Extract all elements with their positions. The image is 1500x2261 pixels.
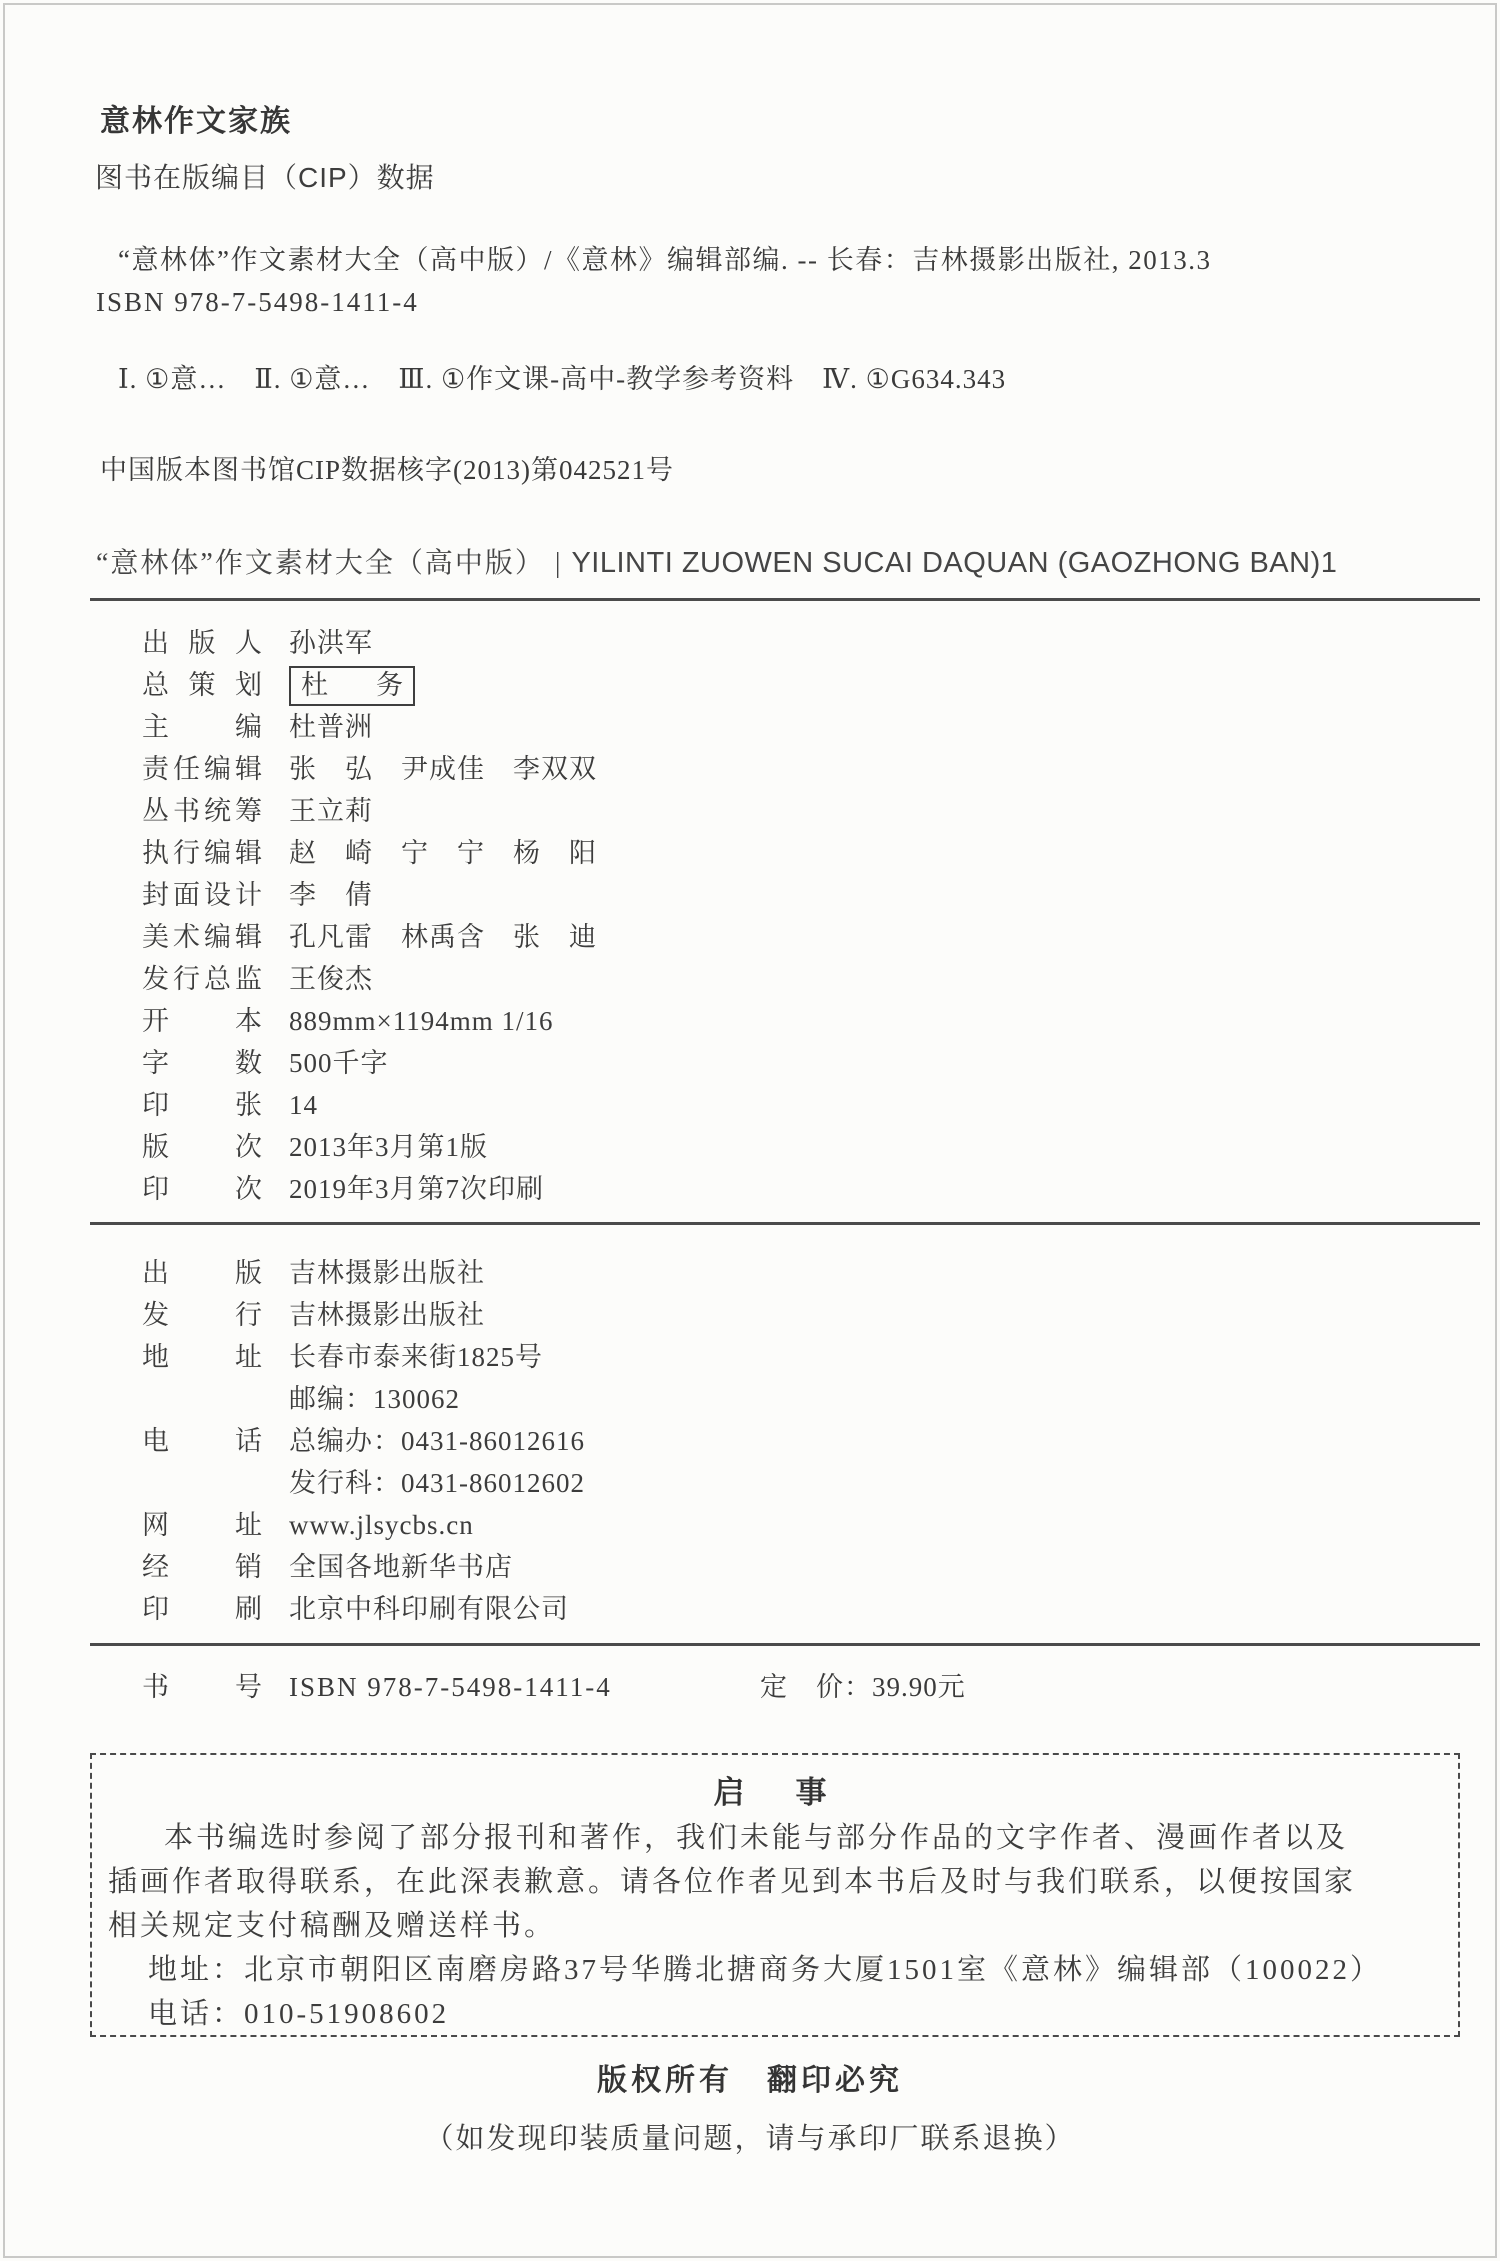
credit-label: 版次 — [142, 1132, 262, 1162]
credit-value: 14 — [289, 1090, 318, 1120]
credit-value: 赵 崎 宁 宁 杨 阳 — [289, 838, 597, 868]
publisher-label: 经销 — [142, 1552, 262, 1582]
credit-row — [142, 1126, 597, 1168]
book-number-row — [142, 1666, 1442, 1708]
publisher-value: 吉林摄影出版社 — [289, 1258, 485, 1288]
credit-label: 字数 — [142, 1048, 262, 1078]
publisher-row — [142, 1378, 585, 1420]
notice-phone-line: 电话：010-51908602 — [148, 1998, 450, 2030]
publisher-row — [142, 1504, 585, 1546]
publisher-value: 邮编：130062 — [289, 1384, 460, 1414]
credit-value: 王俊杰 — [289, 964, 373, 994]
credit-label: 出版人 — [142, 628, 262, 658]
publisher-row — [142, 1462, 585, 1504]
credit-label: 执行编辑 — [142, 838, 262, 868]
publisher-value: 发行科：0431-86012602 — [289, 1468, 585, 1498]
notice-line: 相关规定支付稿酬及赠送样书。 — [108, 1910, 557, 1942]
horizontal-rule-3 — [90, 1643, 1480, 1646]
cip-registration-number: 中国版本图书馆CIP数据核字(2013)第042521号 — [100, 455, 674, 485]
publisher-value: 全国各地新华书店 — [289, 1552, 513, 1582]
credit-value: 李 倩 — [289, 880, 373, 910]
publisher-row — [142, 1588, 585, 1630]
credit-row — [142, 706, 597, 748]
cip-entry-line1: “意林体”作文素材大全（高中版）/《意林》编辑部编. -- 长春：吉林摄影出版社, 2013.3 — [118, 245, 1212, 275]
credit-value: 孙洪军 — [289, 628, 373, 658]
quality-note: （如发现印装质量问题，请与承印厂联系退换） — [424, 2123, 1076, 2155]
publisher-value: 长春市泰来街1825号 — [289, 1342, 543, 1372]
credit-label: 美术编辑 — [142, 922, 262, 952]
credit-row — [142, 664, 597, 706]
book-number-value: ISBN 978-7-5498-1411-4 — [289, 1672, 612, 1702]
credit-label: 丛书统筹 — [142, 796, 262, 826]
credit-label: 印次 — [142, 1174, 262, 1204]
horizontal-rule-1 — [90, 598, 1480, 601]
publisher-label: 出版 — [142, 1258, 262, 1288]
notice-title: 启 事 — [713, 1775, 837, 1810]
title-separator: | — [554, 548, 562, 579]
credit-row — [142, 1084, 597, 1126]
credits-list — [142, 622, 597, 1210]
publisher-list — [142, 1252, 585, 1630]
horizontal-rule-2 — [90, 1222, 1480, 1225]
publisher-value: 北京中科印刷有限公司 — [289, 1594, 569, 1624]
publisher-row — [142, 1336, 585, 1378]
credit-value: 孔凡雷 林禹含 张 迪 — [289, 922, 597, 952]
notice-line: 插画作者取得联系，在此深表歉意。请各位作者见到本书后及时与我们联系，以便按国家 — [108, 1866, 1357, 1898]
credit-label: 发行总监 — [142, 964, 262, 994]
publisher-value: www.jlsycbs.cn — [289, 1510, 474, 1540]
credit-label: 总策划 — [142, 670, 262, 700]
credit-label: 开本 — [142, 1006, 262, 1036]
credit-value: 张 弘 尹成佳 李双双 — [289, 754, 597, 784]
credit-row — [142, 874, 597, 916]
notice-address-line: 地址：北京市朝阳区南磨房路37号华腾北搪商务大厦1501室《意林》编辑部（100022） — [148, 1954, 1383, 1986]
book-title-chinese: “意林体”作文素材大全（高中版） — [96, 548, 545, 579]
publisher-row — [142, 1294, 585, 1336]
credit-row — [142, 1168, 597, 1210]
publisher-label: 网址 — [142, 1510, 262, 1540]
publisher-label: 电话 — [142, 1426, 262, 1456]
publisher-label: 地址 — [142, 1342, 262, 1372]
notice-box — [90, 1753, 1460, 2037]
publisher-value: 吉林摄影出版社 — [289, 1300, 485, 1330]
price: 定 价：39.90元 — [760, 1672, 966, 1702]
credit-value: 杜普洲 — [289, 712, 373, 742]
notice-line: 本书编选时参阅了部分报刊和著作，我们未能与部分作品的文字作者、漫画作者以及 — [164, 1822, 1349, 1854]
credit-row — [142, 916, 597, 958]
credit-value-boxed: 杜 务 — [289, 666, 415, 706]
credit-label: 责任编辑 — [142, 754, 262, 784]
book-title — [96, 541, 1337, 581]
cip-heading: 图书在版编目（CIP）数据 — [95, 162, 435, 193]
publisher-row — [142, 1420, 585, 1462]
credit-row — [142, 790, 597, 832]
credit-value: 500千字 — [289, 1048, 389, 1078]
copyright-statement: 版权所有 翻印必究 — [597, 2064, 903, 2097]
series-title: 意林作文家族 — [100, 105, 292, 138]
publisher-label: 发行 — [142, 1300, 262, 1330]
book-number-label: 书号 — [142, 1672, 262, 1702]
credit-label: 主编 — [142, 712, 262, 742]
publisher-row — [142, 1546, 585, 1588]
publisher-value: 总编办：0431-86012616 — [289, 1426, 585, 1456]
credit-row — [142, 1042, 597, 1084]
credit-value: 2013年3月第1版 — [289, 1132, 488, 1162]
publisher-label: 印刷 — [142, 1594, 262, 1624]
publisher-row — [142, 1252, 585, 1294]
credit-row — [142, 1000, 597, 1042]
credit-label: 封面设计 — [142, 880, 262, 910]
book-title-pinyin: YILINTI ZUOWEN SUCAI DAQUAN (GAOZHONG BAN)1 — [571, 547, 1338, 579]
credit-value: 889mm×1194mm 1/16 — [289, 1006, 554, 1036]
credit-value: 王立莉 — [289, 796, 373, 826]
credit-value: 2019年3月第7次印刷 — [289, 1174, 544, 1204]
credit-label: 印张 — [142, 1090, 262, 1120]
credit-row — [142, 748, 597, 790]
credit-row — [142, 832, 597, 874]
cip-entry-isbn: ISBN 978-7-5498-1411-4 — [96, 287, 419, 317]
credit-row — [142, 622, 597, 664]
cip-classification: Ⅰ. ①意… Ⅱ. ①意… Ⅲ. ①作文课-高中-教学参考资料 Ⅳ. ①G634.343 — [118, 364, 1007, 394]
credit-row — [142, 958, 597, 1000]
